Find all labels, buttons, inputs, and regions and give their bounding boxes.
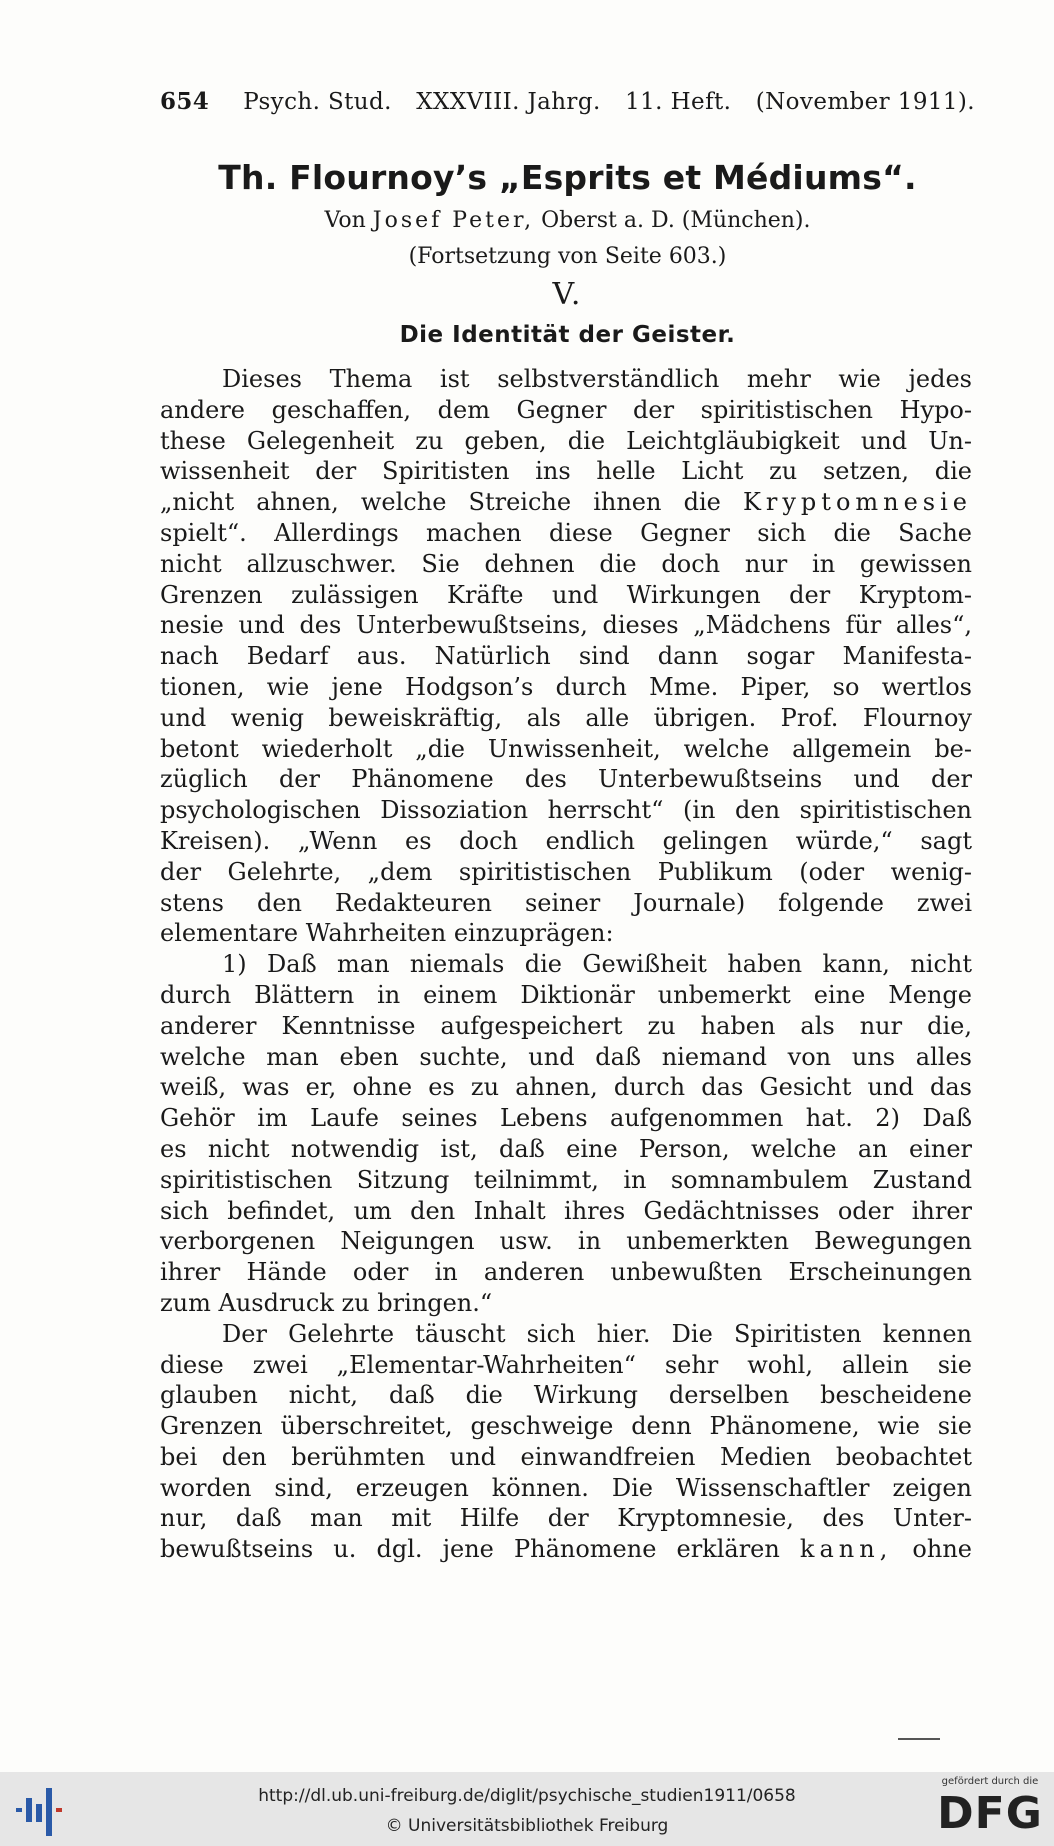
running-title <box>243 89 975 115</box>
footer-bar <box>0 1772 1054 1846</box>
text-line: verborgenen Neigungen usw. in unbemerkten Bewegungen <box>160 1227 972 1256</box>
text-line: 1) Daß man niemals die Gewißheit haben kann, nicht <box>222 950 972 979</box>
text-line: Gehör im Laufe seines Lebens aufgenommen hat. 2) Daß <box>160 1104 972 1133</box>
text-line: worden sind, erzeugen können. Die Wissenschaftler zeigen <box>160 1473 972 1502</box>
section-title: Die Identität der Geister. <box>399 322 736 348</box>
text-line: Grenzen zulässigen Kräfte und Wirkungen der Kryptom- <box>160 580 972 609</box>
text-line: Dieses Thema ist selbstverständlich mehr wie jedes <box>222 365 972 393</box>
text-line: nur, daß man mit Hilfe der Kryptomnesie, des Unter- <box>160 1504 972 1533</box>
text-line <box>160 1534 972 1565</box>
text-line: Grenzen überschreitet, geschweige denn Phänomene, wie sie <box>160 1412 972 1441</box>
spaced-emphasis: Kryptomnesie <box>742 488 972 517</box>
text-line: ihrer Hände oder in anderen unbewußten Erscheinungen <box>160 1258 972 1287</box>
text-line: der Gelehrte, „dem spiritistischen Publikum (oder wenig- <box>160 857 972 886</box>
source-url-link[interactable]: http://dl.ub.uni-freiburg.de/diglit/psychische_studien1911/0658 <box>258 1786 796 1806</box>
text-line: spiritistischen Sitzung teilnimmt, in somnambulem Zustand <box>160 1165 972 1194</box>
text-line: nach Bedarf aus. Natürlich sind dann sogar Manifesta- <box>160 642 972 671</box>
issue-date: (November 1911). <box>755 89 975 115</box>
text-line: stens den Redakteuren seiner Journale) folgende zwei <box>160 888 972 917</box>
text-line: welche man eben suchte, und daß niemand von uns alles <box>160 1042 972 1071</box>
text-line: psychologischen Dissoziation herrscht“ (in den spiritistischen <box>160 796 972 825</box>
text-line: these Gelegenheit zu geben, die Leichtgläubigkeit und Un- <box>160 426 972 455</box>
text-line: betont wiederholt „die Unwissenheit, welche allgemein be- <box>160 734 972 763</box>
text-line: bei den berühmten und einwandfreien Medien beobachtet <box>160 1442 972 1471</box>
text-segment: „nicht ahnen, welche Streiche ihnen die <box>160 488 721 517</box>
text-line: diese zwei „Elementar-Wahrheiten“ sehr wohl, allein sie <box>160 1350 972 1379</box>
text-segment: bewußtseins u. dgl. jene Phänomene erklären <box>160 1535 780 1564</box>
byline <box>160 208 975 233</box>
body-text <box>160 364 972 1565</box>
text-line: Kreisen). „Wenn es doch endlich gelingen würde,“ sagt <box>160 826 972 855</box>
text-line: glauben nicht, daß die Wirkung derselben bescheidene <box>160 1381 972 1410</box>
text-line: nesie und des Unterbewußtseins, dieses „Mädchens für alles“, <box>160 611 972 640</box>
sponsor-note: gefördert durch die <box>941 1776 1039 1787</box>
text-line: züglich der Phänomene des Unterbewußtseins und der <box>160 765 972 794</box>
text-line: zum Ausdruck zu bringen.“ <box>160 1288 493 1317</box>
article-title: Th. Flournoy’s „Esprits et Médiums“. <box>218 158 917 197</box>
author-title: Oberst a. D. (München). <box>541 208 811 233</box>
text-segment: ohne <box>912 1535 972 1564</box>
text-line: anderer Kenntnisse aufgespeichert zu haben als nur die, <box>160 1011 972 1040</box>
page-number: 654 <box>160 88 210 115</box>
issue: 11. Heft. <box>625 89 732 115</box>
journal-name: Psych. Stud. <box>243 89 392 115</box>
text-line: nicht allzuschwer. Sie dehnen die doch nur in gewissen <box>160 549 972 578</box>
text-line: sich befindet, um den Inhalt ihres Gedächtnisses oder ihrer <box>160 1196 972 1225</box>
text-line: elementare Wahrheiten einzuprägen: <box>160 919 614 948</box>
text-line: weiß, was er, ohne es zu ahnen, durch das Gesicht und das <box>160 1073 972 1102</box>
byline-prefix: Von <box>324 208 366 233</box>
printer-mark <box>898 1738 940 1740</box>
dfg-logo: DFG <box>937 1788 1043 1839</box>
text-line: und wenig beweiskräftig, als alle übrigen. Prof. Flournoy <box>160 703 972 732</box>
text-line: durch Blättern in einem Diktionär unbemerkt eine Menge <box>160 980 972 1009</box>
text-line: Der Gelehrte täuscht sich hier. Die Spiritisten kennen <box>222 1319 972 1348</box>
author-name: Josef Peter, <box>372 208 535 233</box>
text-line: wissenheit der Spiritisten ins helle Licht zu setzen, die <box>160 457 972 486</box>
text-line: andere geschaffen, dem Gegner der spiritistischen Hypo- <box>160 395 972 424</box>
text-line: spielt“. Allerdings machen diese Gegner sich die Sache <box>160 518 972 547</box>
copyright-notice: © Universitätsbibliothek Freiburg <box>385 1816 669 1836</box>
running-header <box>160 88 975 124</box>
spaced-emphasis: kann, <box>799 1535 893 1564</box>
section-number: V. <box>552 277 583 312</box>
text-line: tionen, wie jene Hodgson’s durch Mme. Piper, so wertlos <box>160 672 972 701</box>
continuation-note: (Fortsetzung von Seite 603.) <box>408 244 727 269</box>
volume: XXXVIII. Jahrg. <box>416 89 601 115</box>
text-line <box>160 487 972 518</box>
text-line: es nicht notwendig ist, daß eine Person, welche an einer <box>160 1134 972 1163</box>
